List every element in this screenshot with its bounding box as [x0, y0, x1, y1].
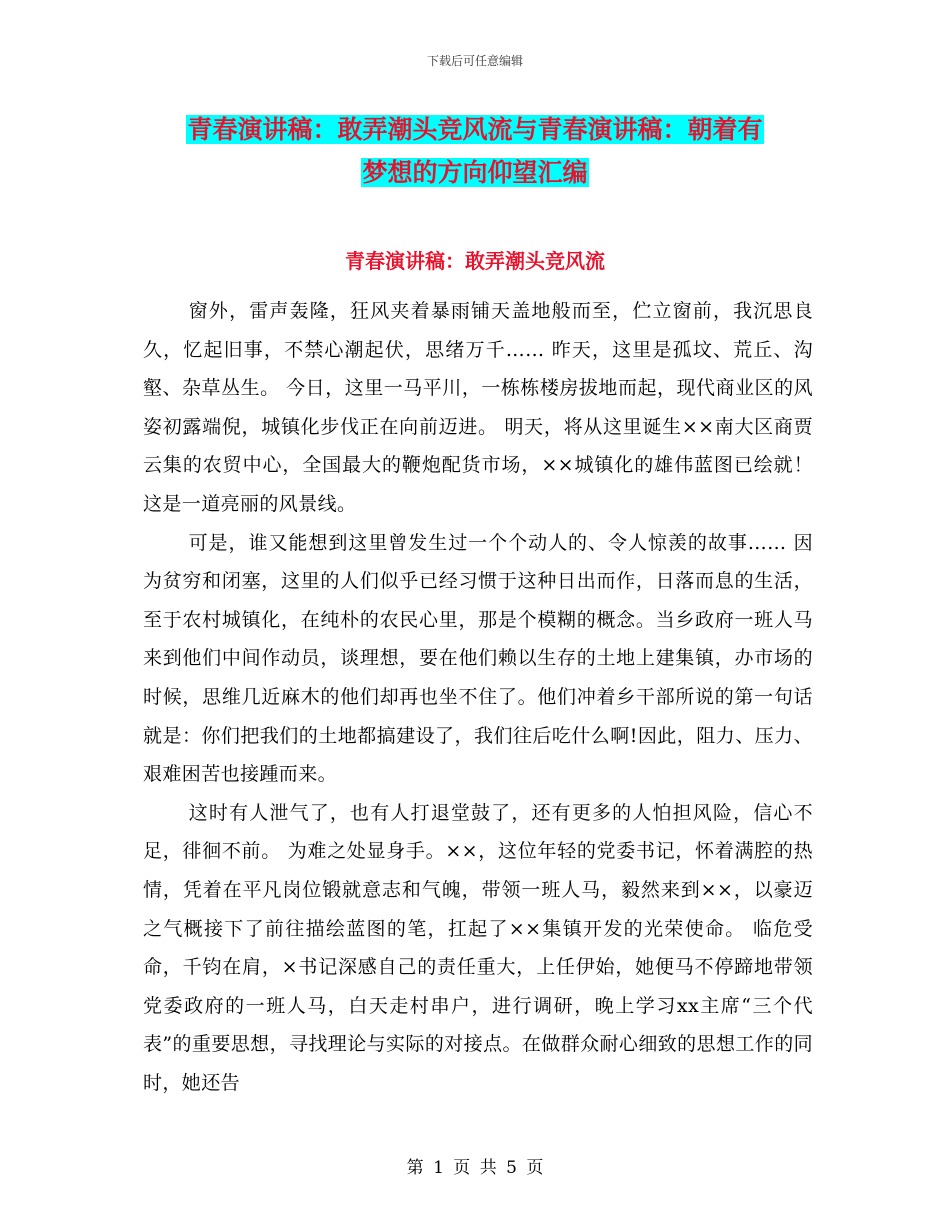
title-text-2: 梦想的方向仰望汇编: [362, 158, 588, 187]
document-title-line-1: [0, 110, 950, 150]
title-text-1: 青春演讲稿：敢弄潮头竞风流与青春演讲稿：朝着有: [187, 115, 763, 144]
paragraph: 窗外，雷声轰隆，狂风夹着暴雨铺天盖地般而至，伫立窗前，我沉思良久，忆起旧事，不禁心潮起伏，思绪万千…… 昨天，这里是孤坟、荒丘、沟壑、杂草丛生。 今日，这里一马平川，一栋栋楼房拔地而起，现代商业区的风姿初露端倪，城镇化步伐正在向前迈进。 明天，将从这里诞生××南大区商贾云集的农贸中心，全国最大的鞭炮配货市场，××城镇化的雄伟蓝图已绘就！这是一道亮丽的风景线。: [143, 300, 813, 515]
page-header: 下载后可任意编辑: [426, 54, 523, 68]
document-title-line-2: [0, 153, 950, 193]
document-body: [143, 292, 813, 1102]
paragraph: 这时有人泄气了，也有人打退堂鼓了，还有更多的人怕担风险，信心不足，徘徊不前。 为难之处显身手。××，这位年轻的党委书记，怀着满腔的热情，凭着在平凡岗位锻就意志和气魄，带领一班人马，毅然来到××，以豪迈之气概接下了前往描绘蓝图的笔，扛起了××集镇开发的光荣使命。 临危受命，千钧在肩，×书记深感自己的责任重大，上任伊始，她便马不停蹄地带领党委政府的一班人马，白天走村串户，进行调研，晚上学习xx主席“三个代表”的重要思想，寻找理论与实际的对接点。在做群众耐心细致的思想工作的同时，她还告: [143, 801, 813, 1094]
paragraph: 可是，谁又能想到这里曾发生过一个个动人的、令人惊羡的故事…… 因为贫穷和闭塞，这里的人们似乎已经习惯于这种日出而作，日落而息的生活，至于农村城镇化，在纯朴的农民心里，那是个模糊的概念。当乡政府一班人马来到他们中间作动员，谈理想，要在他们赖以生存的土地上建集镇，办市场的时候，思维几近麻木的他们却再也坐不住了。他们冲着乡干部所说的第一句话就是：你们把我们的土地都搞建设了，我们往后吃什么啊!因此，阻力、压力、艰难困苦也接踵而来。: [143, 531, 813, 786]
section-title: 青春演讲稿：敢弄潮头竞风流: [345, 249, 605, 273]
page-footer: 第 1 页 共 5 页: [406, 1158, 544, 1178]
